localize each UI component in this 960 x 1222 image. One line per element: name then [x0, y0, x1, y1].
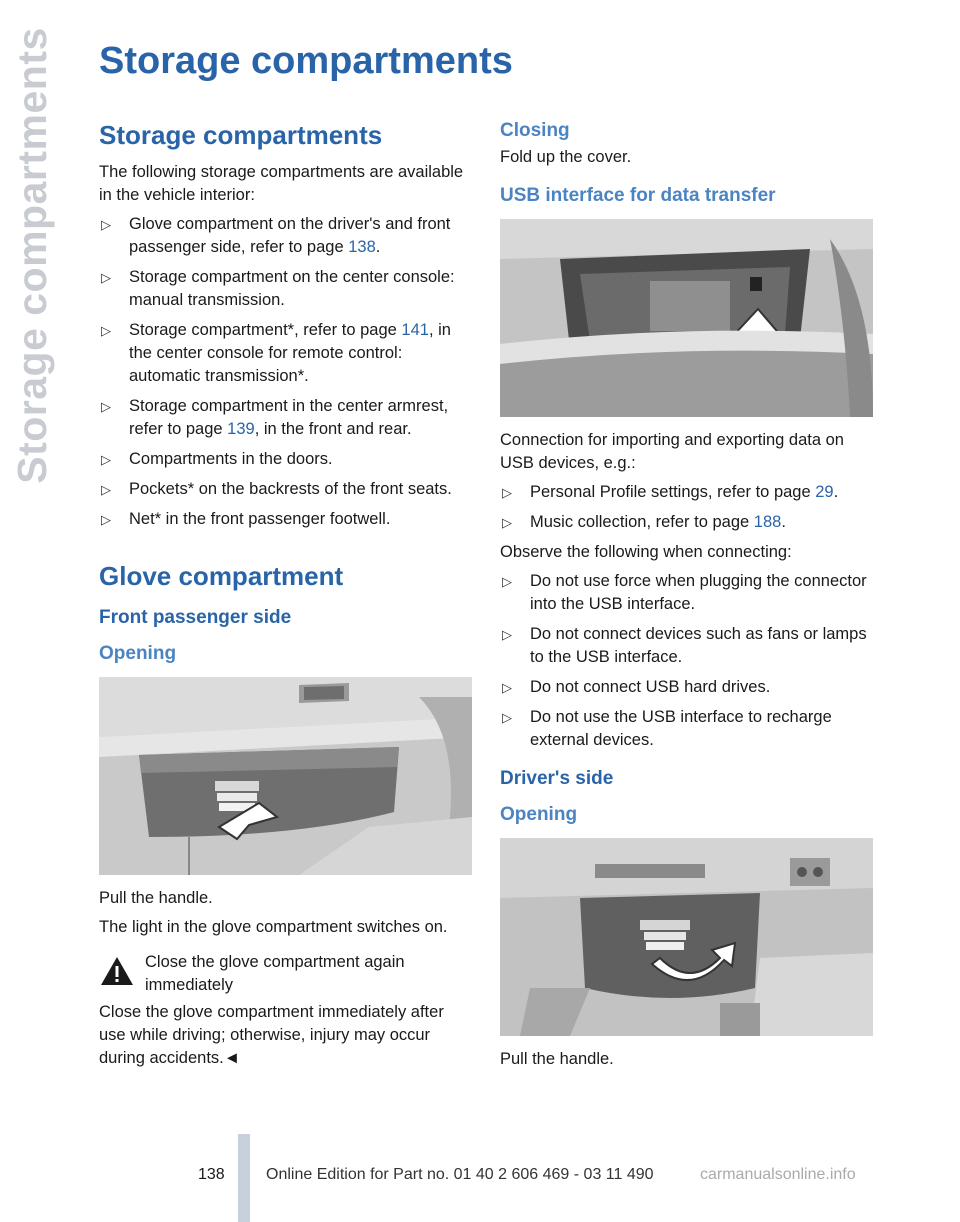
page-reference-link[interactable]: 141	[401, 321, 429, 339]
glove-compartment-driver-illustration	[500, 838, 873, 1036]
page-reference-link[interactable]: 188	[753, 513, 782, 531]
watermark: carmanualsonline.info	[700, 1166, 856, 1183]
bullet-triangle-icon: ▷	[502, 515, 512, 530]
list-item	[500, 706, 874, 752]
usb-intro: Connection for importing and exporting data on USB devices, e.g.:	[500, 431, 844, 472]
bullet-triangle-icon: ▷	[502, 710, 512, 725]
list-item	[99, 319, 473, 388]
list-item	[500, 511, 874, 534]
bullet-triangle-icon: ▷	[502, 627, 512, 642]
bullet-triangle-icon: ▷	[502, 680, 512, 695]
list-item-text: Glove compartment on the driver's and front passenger side, refer to page	[129, 215, 451, 256]
list-item-text: Storage compartment on the center console: manual transmission.	[129, 268, 455, 309]
list-item	[500, 570, 874, 616]
storage-list	[99, 213, 473, 531]
bullet-triangle-icon: ▷	[101, 512, 111, 527]
page-reference-link[interactable]: 139	[227, 420, 255, 438]
opening-label: Opening	[99, 643, 177, 664]
bullet-triangle-icon: ▷	[502, 574, 512, 589]
usb-list	[500, 481, 874, 534]
list-item-text-after: , in the center console for remote control: automatic transmission*.	[129, 321, 451, 385]
bullet-triangle-icon: ▷	[101, 323, 111, 338]
list-item-text: Do not connect devices such as fans or lamps to the USB interface.	[530, 625, 867, 666]
bullet-triangle-icon: ▷	[502, 485, 512, 500]
opening-label-driver: Opening	[500, 804, 578, 825]
warning-body: Close the glove compartment immediately after use while driving; otherwise, injury may occur during accidents.◄	[99, 1003, 444, 1067]
side-title-text: Storage compartments	[8, 26, 55, 484]
bullet-triangle-icon: ▷	[101, 452, 111, 467]
closing-text: Fold up the cover.	[500, 148, 632, 166]
page-reference-link[interactable]: 138	[348, 238, 376, 256]
pull-handle-text: Pull the handle.	[99, 889, 213, 907]
warning-icon	[99, 955, 135, 987]
footer-bar	[238, 1134, 250, 1222]
observe-list	[500, 570, 874, 752]
bullet-triangle-icon: ▷	[101, 217, 111, 232]
pull-handle-driver-text: Pull the handle.	[500, 1050, 614, 1068]
usb-title: USB interface for data transfer	[500, 185, 776, 206]
list-item-text-after: , in the front and rear.	[254, 420, 412, 438]
list-item-text-after: .	[781, 513, 786, 531]
list-item-text: Music collection, refer to page	[530, 513, 754, 531]
usb-interface-illustration	[500, 219, 873, 417]
observe-text: Observe the following when connecting:	[500, 543, 792, 561]
subsection-driver: Driver's side	[500, 768, 614, 789]
list-item	[99, 213, 473, 259]
list-item-text: Do not use the USB interface to recharge external devices.	[530, 708, 832, 749]
warning-box	[99, 951, 473, 997]
bullet-triangle-icon: ▷	[101, 270, 111, 285]
list-item-text: Compartments in the doors.	[129, 450, 333, 468]
page-title: Storage compartments	[99, 40, 513, 82]
list-item-text: Personal Profile settings, refer to page	[530, 483, 816, 501]
list-item-text: Storage compartment*, refer to page	[129, 321, 402, 339]
list-item	[99, 395, 473, 441]
section-title-glove: Glove compartment	[99, 561, 344, 591]
closing-label: Closing	[500, 120, 570, 141]
list-item	[500, 623, 874, 669]
list-item	[99, 266, 473, 312]
light-text: The light in the glove compartment switches on.	[99, 918, 448, 936]
intro-text: The following storage compartments are available in the vehicle interior:	[99, 163, 464, 204]
list-item	[500, 676, 874, 699]
section-title-storage: Storage compartments	[99, 120, 383, 150]
list-item	[500, 481, 874, 504]
edition-text: Online Edition for Part no. 01 40 2 606 469 - 03 11 490	[266, 1166, 654, 1183]
list-item-text: Storage compartment in the center armrest, refer to page	[129, 397, 449, 438]
list-item-text: Pockets* on the backrests of the front seats.	[129, 480, 452, 498]
warning-title: Close the glove compartment again immediately	[145, 953, 405, 994]
list-item-text: Do not use force when plugging the connector into the USB interface.	[530, 572, 867, 613]
page-number: 138	[198, 1166, 225, 1183]
subsection-front-passenger: Front passenger side	[99, 607, 292, 628]
list-item	[99, 508, 473, 531]
right-column	[500, 118, 874, 1077]
left-column	[99, 118, 473, 1076]
bullet-triangle-icon: ▷	[101, 482, 111, 497]
list-item-text-after: .	[833, 483, 839, 501]
list-item	[99, 448, 473, 471]
side-title	[2, 26, 62, 484]
page-reference-link[interactable]: 29	[815, 483, 834, 501]
list-item-text: Do not connect USB hard drives.	[530, 678, 771, 696]
bullet-triangle-icon: ▷	[101, 399, 111, 414]
list-item-text-after: .	[375, 238, 381, 256]
glove-compartment-passenger-illustration	[99, 677, 472, 875]
list-item	[99, 478, 473, 501]
list-item-text: Net* in the front passenger footwell.	[129, 510, 391, 528]
